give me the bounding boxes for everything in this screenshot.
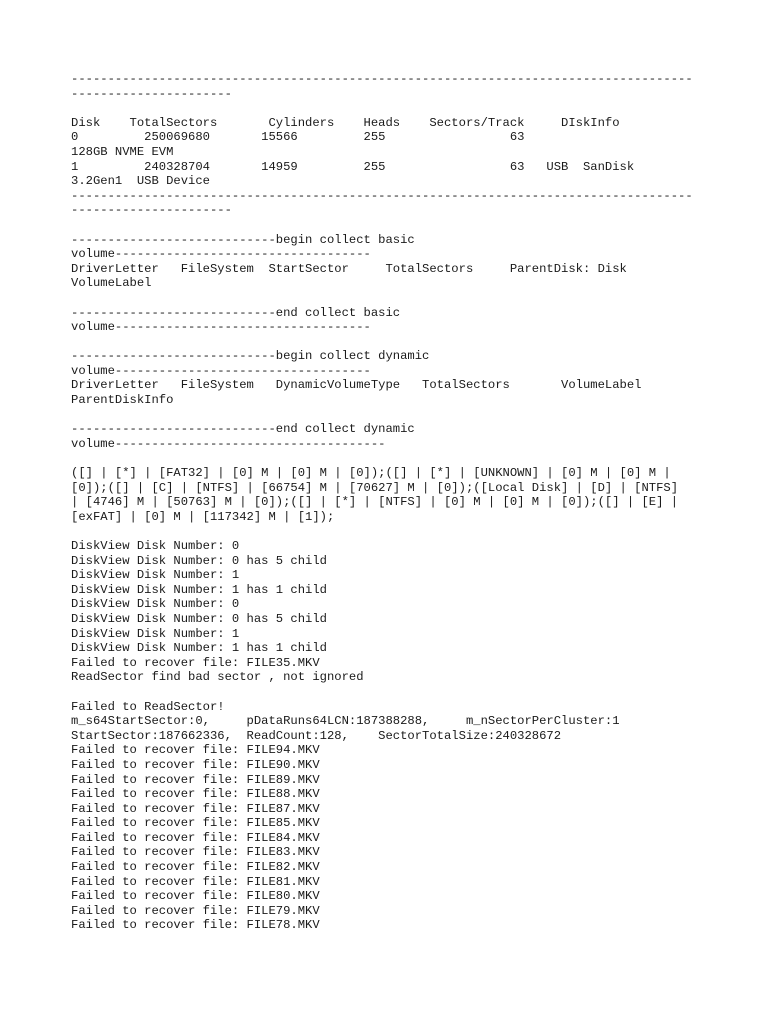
log-line: ------------------------------------------------------------------------------------- — [71, 72, 693, 86]
log-line: volume----------------------------------- — [71, 247, 371, 262]
log-document — [71, 72, 711, 933]
blank-line — [71, 451, 711, 466]
log-line: ---------------------- — [71, 203, 232, 218]
log-line: Failed to recover file: FILE83.MKV — [71, 845, 320, 860]
log-line: DiskView Disk Number: 0 has 5 child — [71, 611, 327, 626]
blank-line — [71, 101, 711, 116]
log-line: Failed to recover file: FILE80.MKV — [71, 889, 320, 904]
log-line: m_s64StartSector:0, pDataRuns64LCN:187388288, m_nSectorPerCluster:1 — [71, 714, 620, 729]
blank-line — [71, 685, 711, 700]
log-line: ([] | [*] | [FAT32] | [0] M | [0] M | [0]);([] | [*] | [UNKNOWN] | [0] M | [0] M | — [71, 466, 671, 481]
log-line: Failed to recover file: FILE84.MKV — [71, 830, 320, 845]
log-line: Failed to ReadSector! — [71, 699, 225, 714]
log-line: Failed to recover file: FILE81.MKV — [71, 874, 320, 889]
log-line: Failed to recover file: FILE78.MKV — [71, 918, 320, 933]
log-line: 128GB NVME EVM — [71, 144, 174, 159]
log-line: 1 240328704 14959 255 63 USB SanDisk — [71, 159, 635, 174]
log-line: volume------------------------------------- — [71, 436, 386, 451]
log-line: VolumeLabel — [71, 276, 152, 291]
log-line: Failed to recover file: FILE79.MKV — [71, 903, 320, 918]
log-line: [0]);([] | [C] | [NTFS] | [66754] M | [70627] M | [0]);([Local Disk] | [D] | [NTFS] — [71, 480, 679, 495]
log-line: DriverLetter FileSystem DynamicVolumeType TotalSectors VolumeLabel — [71, 378, 642, 393]
log-line: DiskView Disk Number: 0 — [71, 539, 240, 553]
log-line: ------------------------------------------------------------------------------------- — [71, 188, 693, 203]
log-line: volume----------------------------------- — [71, 320, 371, 335]
blank-line — [71, 218, 711, 233]
log-line: DriverLetter FileSystem StartSector TotalSectors ParentDisk: Disk — [71, 261, 627, 276]
log-line: Failed to recover file: FILE90.MKV — [71, 757, 320, 772]
log-line: Failed to recover file: FILE94.MKV — [71, 743, 320, 758]
log-line: DiskView Disk Number: 1 has 1 child — [71, 582, 327, 597]
log-line: ----------------------------begin collect dynamic — [71, 349, 430, 364]
blank-line — [71, 524, 711, 539]
log-line: DiskView Disk Number: 0 — [71, 597, 240, 612]
log-line: Disk TotalSectors Cylinders Heads Sectors/Track DIskInfo — [71, 115, 620, 130]
log-line: ---------------------- — [71, 86, 232, 101]
log-line: ReadSector find bad sector , not ignored — [71, 670, 364, 685]
log-line: Failed to recover file: FILE35.MKV — [71, 655, 320, 670]
log-line: ----------------------------end collect dynamic — [71, 422, 415, 437]
log-line: [exFAT] | [0] M | [117342] M | [1]); — [71, 509, 335, 524]
log-line: Failed to recover file: FILE89.MKV — [71, 772, 320, 787]
log-line: Failed to recover file: FILE88.MKV — [71, 787, 320, 802]
log-line: DiskView Disk Number: 1 — [71, 568, 240, 583]
log-line: StartSector:187662336, ReadCount:128, SectorTotalSize:240328672 — [71, 728, 562, 743]
blank-line — [71, 408, 711, 423]
log-line: DiskView Disk Number: 1 has 1 child — [71, 641, 327, 656]
log-line: ----------------------------begin collect basic — [71, 232, 415, 247]
log-line: Failed to recover file: FILE85.MKV — [71, 816, 320, 831]
log-line: Failed to recover file: FILE87.MKV — [71, 801, 320, 816]
log-line: DiskView Disk Number: 0 has 5 child — [71, 553, 327, 568]
log-line: DiskView Disk Number: 1 — [71, 626, 240, 641]
blank-line — [71, 335, 711, 350]
log-line: 3.2Gen1 USB Device — [71, 174, 210, 189]
log-line: | [4746] M | [50763] M | [0]);([] | [*] | [NTFS] | [0] M | [0] M | [0]);([] | [E] | — [71, 495, 679, 510]
log-line: volume----------------------------------- — [71, 363, 371, 378]
log-line: Failed to recover file: FILE82.MKV — [71, 860, 320, 875]
blank-line — [71, 291, 711, 306]
log-line: ParentDiskInfo — [71, 393, 174, 408]
log-line: ----------------------------end collect basic — [71, 305, 401, 320]
log-line: 0 250069680 15566 255 63 — [71, 130, 525, 145]
